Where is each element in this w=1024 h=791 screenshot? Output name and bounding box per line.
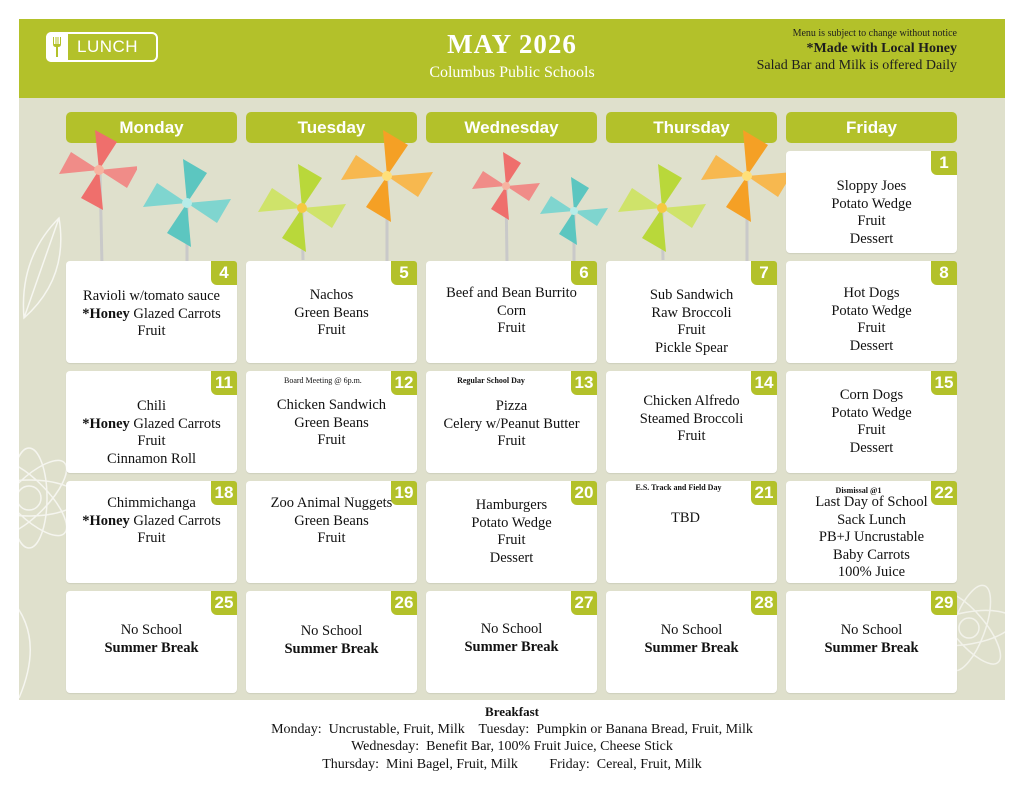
honey-marker: *Honey: [82, 415, 130, 432]
menu-item: Raw Broccoli: [651, 304, 732, 321]
menu-item: 100% Juice: [837, 564, 906, 580]
breakfast-section: [0, 703, 1024, 773]
note-salad: Salad Bar and Milk is offered Daily: [756, 58, 957, 73]
date-number: 21: [751, 481, 777, 505]
menu-item: Corn: [497, 302, 526, 319]
menu-items: [606, 510, 765, 528]
menu-item: Dessert: [849, 439, 894, 456]
menu-item-text: Glazed Carrots: [133, 305, 221, 322]
menu-items: [786, 178, 957, 248]
menu-item: Nachos: [309, 287, 354, 303]
breakfast-line: Thursday: Mini Bagel, Fruit, Milk Friday: Cereal, Fruit, Milk: [322, 756, 702, 772]
day-note: Board Meeting @ 6p.m.: [284, 376, 362, 385]
menu-item: Cinnamon Roll: [106, 450, 197, 467]
menu-item: Summer Break: [644, 639, 739, 656]
date-number: 26: [391, 591, 417, 615]
menu-item: Hot Dogs: [843, 285, 900, 301]
menu-items: [606, 287, 777, 357]
header-banner: [19, 19, 1005, 98]
menu-item: [66, 513, 237, 531]
menu-item: Pickle Spear: [655, 339, 728, 356]
menu-items: [246, 397, 417, 450]
date-number: 6: [571, 261, 597, 285]
date-number: 20: [571, 481, 597, 505]
menu-item: Fruit: [137, 530, 166, 546]
pinwheel-icon: [469, 148, 544, 263]
date-number: 1: [931, 151, 957, 175]
day-cell-29: [786, 591, 957, 693]
date-number: 7: [751, 261, 777, 285]
note-change: Menu is subject to change without notice: [792, 28, 957, 39]
logo-label: LUNCH: [77, 37, 139, 56]
date-number: 13: [571, 371, 597, 395]
page-title: MAY 2026: [447, 29, 577, 59]
day-cell-7: [606, 261, 777, 363]
date-number: 5: [391, 261, 417, 285]
breakfast-line: Wednesday: Benefit Bar, 100% Fruit Juice, Cheese Stick: [351, 739, 673, 754]
menu-item: Fruit: [857, 422, 886, 438]
menu-items: [606, 622, 777, 657]
menu-item: Summer Break: [824, 639, 919, 656]
breakfast-line: Monday: Uncrustable, Fruit, Milk Tuesday: Pumpkin or Banana Bread, Fruit, Milk: [271, 721, 753, 737]
menu-item: Hamburgers: [475, 497, 548, 513]
menu-item-text: Glazed Carrots: [133, 512, 221, 529]
menu-items: [246, 495, 417, 548]
menu-item: Potato Wedge: [471, 514, 552, 531]
menu-item: [66, 416, 237, 434]
calendar-board: [19, 98, 1005, 700]
day-cell-21: [606, 481, 777, 583]
day-header-tuesday: Tuesday: [246, 112, 417, 143]
day-cell-1: [786, 151, 957, 253]
menu-items: [786, 622, 957, 657]
date-number: 12: [391, 371, 417, 395]
day-cell-19: [246, 481, 417, 583]
menu-items: [786, 285, 957, 355]
menu-item: Fruit: [317, 322, 346, 338]
menu-items: [426, 398, 597, 451]
day-cell-27: [426, 591, 597, 693]
menu-item: Steamed Broccoli: [639, 410, 744, 427]
pinwheel-icon: [699, 128, 799, 263]
day-cell-20: [426, 481, 597, 583]
menu-item: Potato Wedge: [831, 195, 912, 212]
menu-item: Beef and Bean Burrito: [446, 285, 577, 301]
menu-item: No School: [660, 622, 723, 638]
menu-items: [786, 387, 957, 457]
day-header-thursday: Thursday: [606, 112, 777, 143]
pinwheel-icon: [57, 126, 137, 266]
note-honey: *Made with Local Honey: [806, 41, 957, 56]
day-header-wednesday: Wednesday: [426, 112, 597, 143]
breakfast-title: Breakfast: [485, 704, 539, 719]
day-cell-8: [786, 261, 957, 363]
day-cell-6: [426, 261, 597, 363]
menu-item: Green Beans: [294, 304, 369, 321]
menu-item: Sub Sandwich: [649, 287, 734, 303]
menu-item: Fruit: [497, 532, 526, 548]
menu-item: Ravioli w/tomato sauce: [83, 288, 220, 304]
day-cell-13: [426, 371, 597, 473]
honey-marker: *Honey: [82, 305, 130, 322]
menu-item: Summer Break: [284, 640, 379, 657]
day-note: Dismissal @1: [835, 486, 882, 495]
menu-item: Dessert: [849, 337, 894, 354]
menu-items: [426, 621, 597, 656]
menu-item: Pizza: [495, 398, 528, 414]
menu-item: Green Beans: [294, 414, 369, 431]
day-header-friday: Friday: [786, 112, 957, 143]
date-number: 8: [931, 261, 957, 285]
menu-item: Chicken Alfredo: [643, 393, 740, 409]
menu-item: Green Beans: [294, 512, 369, 529]
menu-item: PB+J Uncrustable: [818, 529, 925, 545]
menu-items: [66, 398, 237, 468]
menu-items: [786, 494, 957, 582]
date-number: 18: [211, 481, 237, 505]
day-cell-26: [246, 591, 417, 693]
menu-item: Fruit: [497, 320, 526, 336]
date-number: 25: [211, 591, 237, 615]
menu-item: Sloppy Joes: [836, 178, 907, 194]
menu-item: Fruit: [497, 433, 526, 449]
menu-item: Baby Carrots: [833, 546, 910, 563]
menu-item: Fruit: [677, 322, 706, 338]
menu-item: No School: [120, 622, 183, 638]
menu-item: Summer Break: [464, 638, 559, 655]
menu-item: No School: [480, 621, 543, 637]
day-cell-4: [66, 261, 237, 363]
day-cell-12: [246, 371, 417, 473]
menu-items: [606, 393, 777, 446]
day-cell-14: [606, 371, 777, 473]
date-number: 27: [571, 591, 597, 615]
menu-item: Chicken Sandwich: [276, 397, 387, 413]
menu-item: Potato Wedge: [831, 404, 912, 421]
day-cell-18: [66, 481, 237, 583]
date-number: 4: [211, 261, 237, 285]
date-number: 11: [211, 371, 237, 395]
menu-items: [246, 287, 417, 340]
menu-items: [426, 285, 597, 338]
pinwheel-icon: [137, 153, 237, 263]
pinwheel-icon: [339, 128, 439, 263]
honey-marker: *Honey: [82, 512, 130, 529]
menu-item: [66, 306, 237, 324]
date-number: 29: [931, 591, 957, 615]
day-cell-11: [66, 371, 237, 473]
menu-item: Dessert: [849, 230, 894, 247]
menu-item: Zoo Animal Nuggets: [270, 495, 393, 511]
day-cell-28: [606, 591, 777, 693]
day-cell-15: [786, 371, 957, 473]
day-cell-22: [786, 481, 957, 583]
day-cell-25: [66, 591, 237, 693]
menu-items: [426, 497, 597, 567]
menu-items: [66, 622, 237, 657]
date-number: 28: [751, 591, 777, 615]
day-cell-5: [246, 261, 417, 363]
menu-item-text: Glazed Carrots: [133, 415, 221, 432]
day-note: E.S. Track and Field Day: [635, 483, 722, 492]
page-subtitle: Columbus Public Schools: [429, 64, 595, 81]
menu-item: No School: [840, 622, 903, 638]
menu-item: Corn Dogs: [839, 387, 904, 403]
menu-item: Fruit: [677, 428, 706, 444]
menu-item: Fruit: [317, 432, 346, 448]
menu-item: Fruit: [137, 433, 166, 449]
menu-item: No School: [300, 623, 363, 639]
day-header-monday: Monday: [66, 112, 237, 143]
pinwheel-icon: [534, 173, 614, 263]
menu-item: Last Day of School: [815, 494, 928, 510]
menu-item: Summer Break: [104, 639, 199, 656]
date-number: 14: [751, 371, 777, 395]
menu-item: Fruit: [857, 320, 886, 336]
menu-items: [66, 288, 237, 341]
menu-items: [246, 623, 417, 658]
header-notes: [757, 28, 957, 74]
menu-item: Celery w/Peanut Butter: [443, 415, 580, 432]
date-number: 22: [931, 481, 957, 505]
menu-items: [66, 495, 237, 548]
menu-item: Chili: [136, 398, 166, 414]
day-note: Regular School Day: [457, 376, 525, 385]
menu-item: Sack Lunch: [837, 511, 906, 528]
menu-item: Fruit: [317, 530, 346, 546]
date-number: 15: [931, 371, 957, 395]
menu-item: Chimmichanga: [107, 495, 196, 511]
menu-item: TBD: [671, 510, 700, 526]
date-number: 19: [391, 481, 417, 505]
menu-item: Fruit: [857, 213, 886, 229]
menu-item: Potato Wedge: [831, 302, 912, 319]
menu-item: Fruit: [137, 323, 166, 339]
menu-item: Dessert: [489, 549, 534, 566]
